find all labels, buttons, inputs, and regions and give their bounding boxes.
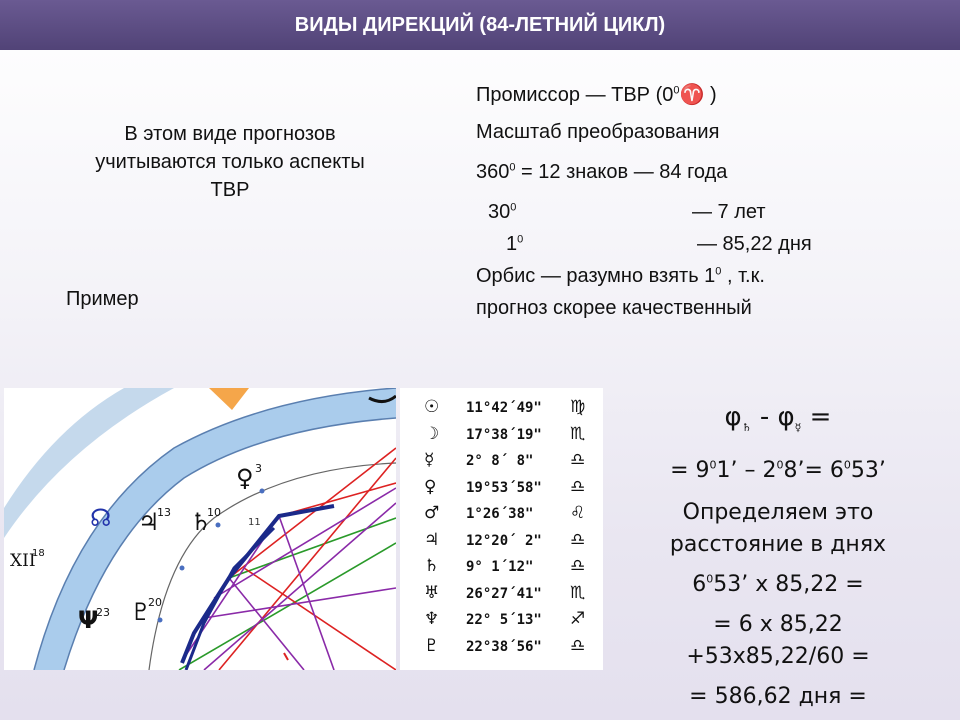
planet-glyph-icon: ♇ — [424, 635, 440, 656]
example-label: Пример — [66, 288, 139, 310]
zodiac-sign-icon: ♏ — [570, 423, 586, 444]
house-12-label: XII — [10, 551, 36, 571]
intro-line-3: ТВР — [210, 179, 250, 201]
planet-position: 19°53´58" — [466, 479, 542, 496]
venus-degree: 3 — [255, 462, 262, 475]
intro-line-2: учитываются только аспекты — [95, 151, 365, 173]
saturn-degree: 10 — [207, 506, 221, 519]
formula-line-6: = 6 х 85,22 — [713, 612, 843, 637]
pluto-glyph: ♇ — [130, 598, 152, 626]
orbis-line-1: Орбис — разумно взять $1^0$ , т.к. — [476, 265, 765, 287]
planet-glyph-icon: ♆ — [424, 609, 440, 629]
zodiac-sign-icon: ♎ — [570, 450, 586, 470]
scale-row-30-deg: $30^0$ — [488, 201, 517, 223]
pluto-degree: 20 — [148, 596, 162, 609]
node-glyph: ☊ — [90, 504, 112, 532]
formula-line-5: $6^053$’ х 85,22 = — [692, 572, 864, 597]
jupiter-degree: 13 — [157, 506, 171, 519]
natal-chart-fragment — [4, 388, 396, 670]
ephemeris-row — [400, 556, 603, 582]
planet-position: 9° 1´12" — [466, 559, 534, 575]
planet-position: 2° 8´ 8" — [466, 453, 534, 469]
jupiter-glyph: ♃ — [138, 508, 160, 536]
zodiac-sign-icon: ♐ — [570, 609, 586, 629]
scale-line: Масштаб преобразования — [476, 121, 720, 143]
formula-line-2: = $9^01$’ – $2^08’= 6^053$’ — [670, 458, 886, 483]
ephemeris-table — [400, 388, 603, 670]
formula-line-7: +53х85,22/60 = — [686, 644, 870, 669]
promissor-line: Промиссор — ТВР ($0^0♈$ ) — [476, 84, 717, 106]
slide-title: ВИДЫ ДИРЕКЦИЙ (84-ЛЕТНИЙ ЦИКЛ) — [0, 0, 960, 50]
zodiac-sign-icon: ♏ — [570, 582, 586, 603]
planet-position: 11°42´49" — [466, 400, 542, 416]
zodiac-sign-icon: ♎ — [570, 476, 586, 497]
planet-glyph-icon: ♄ — [424, 556, 440, 576]
orbis-line-2: прогноз скорее качественный — [476, 297, 752, 319]
house-12-degree: 18 — [32, 548, 45, 559]
neptune-glyph: Ψ — [78, 606, 99, 634]
house-11-label: 11 — [248, 517, 261, 528]
ephemeris-row — [400, 397, 603, 423]
planet-glyph-icon: ♂ — [424, 503, 440, 523]
planet-position: 17°38´19" — [466, 426, 542, 443]
planet-position: 26°27´41" — [466, 585, 542, 602]
ephemeris-row — [400, 530, 603, 556]
intro-line-1: В этом виде прогнозов — [124, 123, 336, 145]
neptune-degree: 23 — [96, 606, 110, 619]
ephemeris-row — [400, 609, 603, 635]
zodiac-sign-icon: ♌ — [570, 503, 586, 523]
intro-text — [30, 120, 430, 204]
scale-row-30-value: — 7 лет — [692, 201, 766, 223]
planet-position: 12°20´ 2" — [466, 532, 542, 549]
ephemeris-row — [400, 477, 603, 503]
formula-line-4: расстояние в днях — [669, 532, 887, 557]
ephemeris-row — [400, 503, 603, 529]
planet-glyph-icon: ☉ — [424, 397, 440, 417]
zodiac-sign-icon: ♎ — [570, 556, 586, 576]
zodiac-sign-icon: ♎ — [570, 635, 586, 656]
saturn-glyph: ♄ — [190, 508, 212, 536]
ephemeris-row — [400, 450, 603, 476]
scale-row-1-value: — 85,22 дня — [697, 233, 812, 255]
planet-glyph-icon: ♅ — [424, 582, 440, 603]
planet-glyph-icon: ☿ — [424, 450, 435, 470]
planet-glyph-icon: ♃ — [424, 529, 440, 550]
ephemeris-row — [400, 583, 603, 609]
saturn-icon: ♄ — [741, 421, 752, 435]
formula-line-3: Определяем это — [682, 500, 874, 525]
formula-line-8: = 586,62 дня = — [689, 684, 867, 709]
mercury-icon: ☿ — [794, 421, 802, 435]
ephemeris-row — [400, 636, 603, 662]
planet-glyph-icon: ☽ — [424, 423, 440, 444]
scale-row-360: $360^0 = 12$ знаков — 84 года — [476, 161, 728, 183]
venus-glyph: ♀ — [236, 464, 254, 492]
planet-position: 22° 5´13" — [466, 612, 542, 628]
ephemeris-row — [400, 424, 603, 450]
zodiac-sign-icon: ♍ — [570, 397, 586, 417]
scale-row-1-deg: $1^0$ — [506, 233, 524, 255]
planet-position: 22°38´56" — [466, 638, 542, 655]
planet-glyph-icon: ♀ — [424, 476, 437, 497]
aries-icon: ♈ — [679, 84, 705, 106]
planet-position: 1°26´38" — [466, 506, 534, 522]
zodiac-sign-icon: ♎ — [570, 529, 586, 550]
formula-title: $\varphi_♄ - \varphi_☿$ = — [724, 402, 832, 435]
